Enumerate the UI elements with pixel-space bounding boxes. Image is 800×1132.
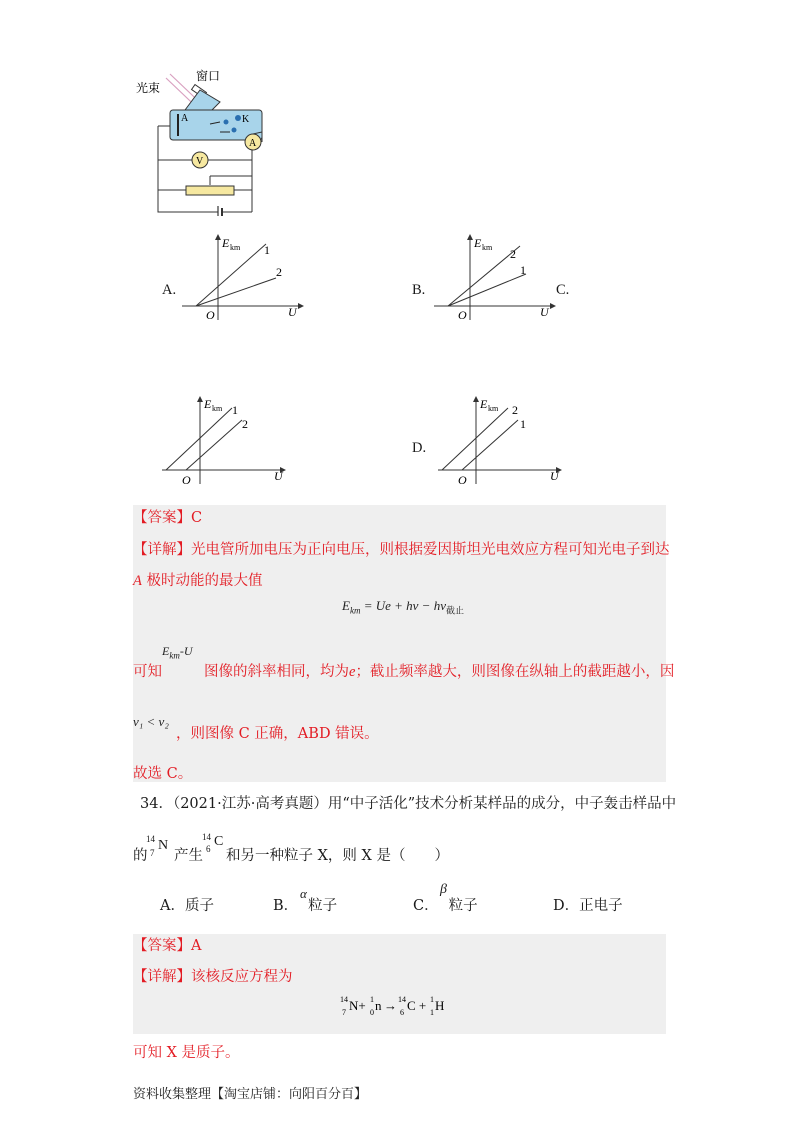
photoelectric-equation: $E_{km} = Ue + h\nu - h\nu_{截止}$ — [342, 598, 464, 616]
svg-text:14: 14 — [398, 995, 406, 1004]
graph-line-2 — [442, 408, 508, 470]
svg-text:E: E — [474, 236, 482, 250]
svg-text:H: H — [435, 998, 445, 1013]
svg-text:14: 14 — [340, 995, 348, 1004]
svg-text:N+: N+ — [349, 998, 366, 1013]
option-a[interactable]: A．质子 — [160, 898, 214, 914]
nuclide-n14: 14 7 N — [146, 834, 169, 858]
question-34-stem-2: 的 — [133, 848, 148, 864]
detail-line-1 — [133, 540, 670, 560]
graph-option-a-letter: A. — [162, 282, 177, 298]
svg-text:1: 1 — [430, 995, 434, 1004]
svg-text:E: E — [480, 397, 488, 411]
svg-text:2: 2 — [276, 265, 282, 279]
graph-line-1 — [448, 274, 526, 306]
svg-text:O: O — [458, 473, 467, 486]
option-c[interactable]: C． 粒子 — [413, 898, 478, 914]
graph-option-b-letter: B. — [412, 282, 426, 298]
option-d[interactable]: D．正电子 — [553, 898, 623, 914]
option-b[interactable]: B． 粒子 — [273, 898, 338, 914]
footer-text: 资料收集整理【淘宝店铺：向阳百分百】 — [133, 1087, 368, 1102]
ekm-u-formula: $E_{km}-U$ — [162, 644, 193, 661]
svg-text:km: km — [230, 243, 241, 252]
nuclide-c14: 14 6 C — [202, 832, 224, 854]
svg-text:→: → — [384, 998, 397, 1013]
detail-text-2: 极时动能的最大值 — [141, 573, 263, 589]
beam-label: 光束 — [136, 81, 161, 95]
svg-text:O: O — [458, 308, 467, 322]
detail-line-3b: 图像的斜率相同，均为e；截止频率越大，则图像在纵轴上的截距越小，因 — [204, 664, 675, 680]
question-34-stem-1: 34．（2021·江苏·高考真题）用“中子活化”技术分析某样品的成分，中子轰击样品中 — [140, 796, 677, 812]
svg-text:U: U — [550, 469, 559, 483]
svg-text:1: 1 — [520, 263, 526, 277]
svg-text:U: U — [540, 305, 549, 319]
conclusion-text: 可知 X 是质子。 — [133, 1045, 240, 1061]
svg-text:km: km — [212, 404, 223, 413]
svg-text:7: 7 — [342, 1008, 346, 1017]
svg-text:6: 6 — [400, 1008, 404, 1017]
ammeter-label: A — [249, 138, 257, 149]
voltmeter-label: V — [196, 156, 204, 167]
photoelectric-circuit-diagram — [130, 68, 280, 216]
svg-text:1: 1 — [430, 1008, 434, 1017]
detail-var-a: A — [133, 573, 142, 589]
svg-text:2: 2 — [510, 247, 516, 261]
graph-line-2 — [186, 420, 242, 470]
graph-option-a — [178, 232, 308, 322]
svg-text:E: E — [204, 397, 212, 411]
svg-text:1: 1 — [370, 995, 374, 1004]
svg-text:O: O — [182, 473, 191, 486]
graph-line-1 — [166, 408, 232, 470]
answer-label-1: 【答案】C — [133, 510, 203, 526]
svg-text:km: km — [488, 404, 499, 413]
question-34-stem-2-end: 和另一种粒子 X，则 X 是（ ） — [226, 848, 449, 864]
graph-line-2 — [196, 278, 276, 306]
beta-symbol: β — [440, 882, 447, 897]
detail-line-4: ，则图像 C 正确，ABD 错误。 — [176, 726, 379, 742]
graph-option-c — [160, 394, 290, 486]
svg-text:2: 2 — [242, 417, 248, 431]
detail-line-5: 故选 C。 — [133, 766, 193, 782]
question-34-stem-2-mid: 产生 — [174, 848, 203, 864]
svg-text:n: n — [375, 998, 382, 1013]
detail-line-2-1: 【详解】该核反应方程为 — [133, 969, 293, 985]
svg-text:O: O — [206, 308, 215, 322]
svg-text:E: E — [222, 236, 230, 250]
svg-text:1: 1 — [232, 403, 238, 417]
cathode-label: K — [242, 114, 250, 125]
svg-text:2: 2 — [512, 403, 518, 417]
svg-text:0: 0 — [370, 1008, 374, 1017]
detail-line-3: 可知 — [133, 664, 162, 680]
svg-text:U: U — [274, 469, 283, 483]
graph-line-1 — [462, 420, 518, 470]
answer-label-2: 【答案】A — [133, 938, 202, 954]
graph-option-d — [436, 394, 566, 486]
graph-option-b — [430, 232, 560, 322]
svg-text:1: 1 — [520, 417, 526, 431]
svg-text:U: U — [288, 305, 297, 319]
graph-option-d-letter: D. — [412, 440, 427, 456]
graph-option-c-letter: C. — [556, 282, 570, 298]
svg-text:km: km — [482, 243, 493, 252]
anode-label: A — [181, 113, 189, 124]
window-label: 窗口 — [196, 69, 221, 83]
svg-text:C +: C + — [407, 998, 427, 1013]
nu-inequality: ν₁ < ν₂ — [133, 714, 169, 729]
graph-line-1 — [196, 244, 266, 306]
nuclear-reaction-equation — [340, 993, 470, 1019]
svg-text:1: 1 — [264, 243, 270, 257]
detail-line-2 — [133, 571, 262, 591]
rheostat — [186, 186, 234, 195]
detail-label-1: 【详解】 — [133, 542, 191, 558]
alpha-symbol: α — [300, 886, 307, 901]
detail-text-1: 光电管所加电压为正向电压，则根据爱因斯坦光电效应方程可知光电子到达 — [191, 542, 670, 558]
